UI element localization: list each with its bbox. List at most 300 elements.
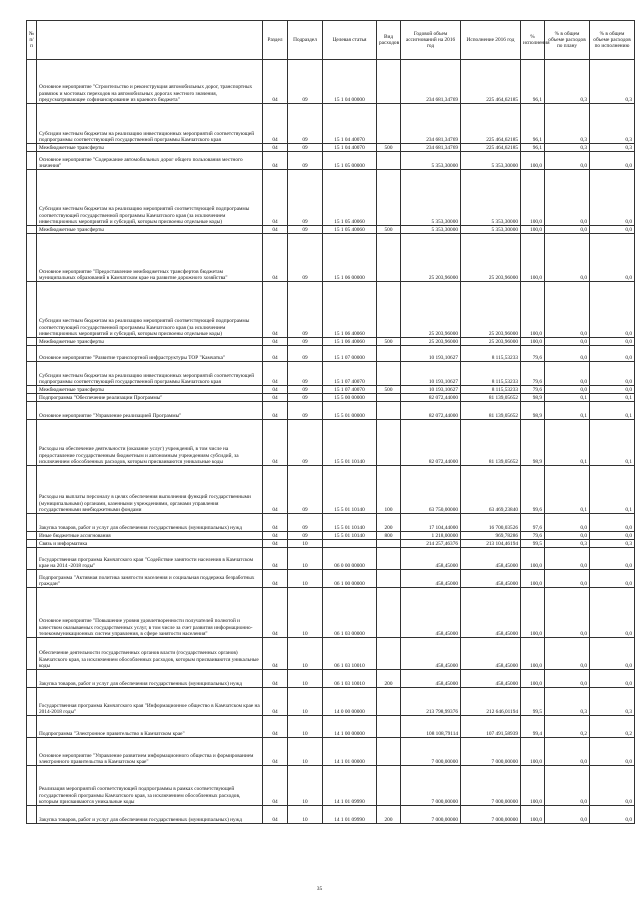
row-name-cell: Основное мероприятие "Повышение уровня удовлетворенности получателей полнотой и качеством оказываемых государственных услуг, в том числе за счет развития информационно-телекоммуникационных систем управления, в сфере занятости населения" [37, 588, 263, 638]
row-subsection-cell: 10 [288, 806, 323, 824]
row-number-cell [27, 588, 37, 638]
row-section-cell: 04 [263, 386, 288, 394]
row-target-item-cell: 15 1 05 40060 [323, 226, 377, 234]
row-expense-type-cell: 800 [377, 532, 401, 540]
row-share-plan-cell: 0,0 [545, 234, 590, 282]
row-share-plan-cell: 0,0 [545, 338, 590, 346]
row-execution-cell: 225 464,62185 [461, 60, 521, 104]
row-expense-type-cell [377, 588, 401, 638]
row-subsection-cell: 09 [288, 338, 323, 346]
row-expense-type-cell: 200 [377, 670, 401, 688]
row-percent-cell: 100,0 [521, 766, 545, 806]
row-number-cell [27, 548, 37, 570]
row-share-plan-cell: 0,1 [545, 420, 590, 466]
row-share-plan-cell: 0,1 [545, 402, 590, 420]
row-target-item-cell: 15 5 01 00000 [323, 402, 377, 420]
row-section-cell: 04 [263, 346, 288, 362]
row-share-fact-cell: 0,2 [590, 716, 635, 738]
col-header-subsection: Подраздел [288, 21, 323, 60]
row-execution-cell: 81 139,05652 [461, 394, 521, 402]
table-row [27, 346, 635, 362]
row-name-cell: Межбюджетные трансферты [37, 386, 263, 394]
table-row [27, 394, 635, 402]
row-execution-cell: 81 139,05652 [461, 420, 521, 466]
row-percent-cell: 79,6 [521, 362, 545, 386]
row-share-plan-cell: 0,3 [545, 60, 590, 104]
row-subsection-cell: 09 [288, 402, 323, 420]
row-allocation-cell: 458,45000 [401, 548, 461, 570]
row-section-cell: 04 [263, 570, 288, 588]
row-number-cell [27, 60, 37, 104]
row-percent-cell: 98,9 [521, 394, 545, 402]
row-name-cell: Межбюджетные трансферты [37, 338, 263, 346]
row-target-item-cell: 15 1 07 40070 [323, 386, 377, 394]
row-percent-cell: 96,1 [521, 104, 545, 144]
row-section-cell: 04 [263, 716, 288, 738]
row-share-fact-cell: 0,0 [590, 588, 635, 638]
row-subsection-cell: 09 [288, 170, 323, 226]
row-expense-type-cell [377, 570, 401, 588]
row-number-cell [27, 806, 37, 824]
table-row [27, 570, 635, 588]
col-header-share-fact: % в общем объеме расходов по исполнению [590, 21, 635, 60]
row-share-fact-cell: 0,0 [590, 152, 635, 170]
col-header-target-item: Целевая статья [323, 21, 377, 60]
row-section-cell: 04 [263, 234, 288, 282]
budget-execution-table [26, 20, 635, 824]
row-subsection-cell: 09 [288, 282, 323, 338]
row-name-cell: Закупка товаров, работ и услуг для обеспечения государственных (муниципальных) нужд [37, 806, 263, 824]
row-execution-cell: 458,45000 [461, 588, 521, 638]
row-share-plan-cell: 0,0 [545, 282, 590, 338]
row-share-fact-cell: 0,0 [590, 548, 635, 570]
row-subsection-cell: 10 [288, 638, 323, 670]
row-execution-cell: 81 139,05652 [461, 402, 521, 420]
row-share-fact-cell: 0,0 [590, 532, 635, 540]
row-name-cell: Связь и информатика [37, 540, 263, 548]
row-share-plan-cell: 0,3 [545, 104, 590, 144]
row-subsection-cell: 10 [288, 670, 323, 688]
row-execution-cell: 458,45000 [461, 548, 521, 570]
row-execution-cell: 5 353,30000 [461, 170, 521, 226]
row-expense-type-cell [377, 152, 401, 170]
row-share-plan-cell: 0,0 [545, 588, 590, 638]
row-percent-cell: 100,0 [521, 226, 545, 234]
row-number-cell [27, 338, 37, 346]
row-section-cell: 04 [263, 226, 288, 234]
row-target-item-cell: 06 1 03 10010 [323, 638, 377, 670]
row-allocation-cell: 5 353,30000 [401, 170, 461, 226]
table-row [27, 806, 635, 824]
row-name-cell: Закупка товаров, работ и услуг для обеспечения государственных (муниципальных) нужд [37, 514, 263, 532]
row-name-cell: Подпрограмма "Обеспечение реализации Программы" [37, 394, 263, 402]
table-row [27, 466, 635, 514]
row-subsection-cell: 10 [288, 588, 323, 638]
row-share-fact-cell: 0,0 [590, 338, 635, 346]
row-allocation-cell: 458,45000 [401, 670, 461, 688]
row-execution-cell: 212 646,01194 [461, 688, 521, 716]
row-subsection-cell: 10 [288, 716, 323, 738]
row-allocation-cell: 234 681,34769 [401, 60, 461, 104]
table-row [27, 540, 635, 548]
row-share-plan-cell: 0,3 [545, 688, 590, 716]
row-expense-type-cell [377, 738, 401, 766]
row-section-cell: 04 [263, 466, 288, 514]
table-row [27, 688, 635, 716]
row-share-plan-cell: 0,0 [545, 570, 590, 588]
row-number-cell [27, 688, 37, 716]
row-percent-cell: 100,0 [521, 234, 545, 282]
row-number-cell [27, 170, 37, 226]
row-share-plan-cell: 0,0 [545, 514, 590, 532]
row-allocation-cell: 5 353,30000 [401, 152, 461, 170]
row-expense-type-cell [377, 234, 401, 282]
row-number-cell [27, 466, 37, 514]
row-allocation-cell: 214 257,46376 [401, 540, 461, 548]
row-subsection-cell: 09 [288, 532, 323, 540]
row-name-cell: Закупка товаров, работ и услуг для обеспечения государственных (муниципальных) нужд [37, 670, 263, 688]
row-number-cell [27, 738, 37, 766]
row-execution-cell: 5 353,30000 [461, 152, 521, 170]
row-expense-type-cell [377, 766, 401, 806]
row-share-fact-cell: 0,0 [590, 170, 635, 226]
row-expense-type-cell [377, 420, 401, 466]
row-number-cell [27, 234, 37, 282]
row-execution-cell: 213 104,46194 [461, 540, 521, 548]
row-subsection-cell: 09 [288, 144, 323, 152]
row-expense-type-cell: 200 [377, 514, 401, 532]
row-share-fact-cell: 0,0 [590, 806, 635, 824]
row-subsection-cell: 09 [288, 394, 323, 402]
row-percent-cell: 100,0 [521, 282, 545, 338]
row-subsection-cell: 10 [288, 540, 323, 548]
row-target-item-cell: 15 5 01 10140 [323, 514, 377, 532]
row-share-fact-cell: 0,3 [590, 144, 635, 152]
row-subsection-cell: 09 [288, 234, 323, 282]
row-percent-cell: 100,0 [521, 548, 545, 570]
row-percent-cell: 98,9 [521, 402, 545, 420]
col-header-name [37, 21, 263, 60]
row-section-cell: 04 [263, 638, 288, 670]
row-name-cell: Основное мероприятие "Содержание автомобильных дорог общего пользования местного значения" [37, 152, 263, 170]
row-share-plan-cell: 0,1 [545, 394, 590, 402]
row-expense-type-cell [377, 346, 401, 362]
row-share-plan-cell: 0,0 [545, 170, 590, 226]
row-subsection-cell: 09 [288, 466, 323, 514]
row-percent-cell: 100,0 [521, 570, 545, 588]
row-expense-type-cell: 500 [377, 338, 401, 346]
row-share-fact-cell: 0,3 [590, 540, 635, 548]
row-target-item-cell: 15 5 00 00000 [323, 394, 377, 402]
row-share-plan-cell: 0,0 [545, 346, 590, 362]
row-target-item-cell: 06 1 00 00000 [323, 570, 377, 588]
row-allocation-cell: 82 072,44000 [401, 402, 461, 420]
row-number-cell [27, 638, 37, 670]
row-execution-cell: 969,78286 [461, 532, 521, 540]
row-allocation-cell: 5 353,30000 [401, 226, 461, 234]
table-row [27, 766, 635, 806]
row-expense-type-cell: 500 [377, 144, 401, 152]
row-number-cell [27, 226, 37, 234]
row-name-cell: Расходы на выплаты персоналу в целях обеспечения выполнения функций государственными (муниципальными) органами, казенными учреждениями, органами управления государственными внебюджетными фондами [37, 466, 263, 514]
row-share-plan-cell: 0,1 [545, 466, 590, 514]
row-allocation-cell: 213 798,99376 [401, 688, 461, 716]
col-header-annual-allocation: Годовой объем ассигнований на 2016 год [401, 21, 461, 60]
row-number-cell [27, 514, 37, 532]
row-expense-type-cell [377, 638, 401, 670]
row-allocation-cell: 7 000,00000 [401, 806, 461, 824]
row-percent-cell: 79,6 [521, 346, 545, 362]
row-execution-cell: 63 469,23840 [461, 466, 521, 514]
row-name-cell: Субсидии местным бюджетам на реализацию мероприятий соответствующей подпрограммы соответствующей государственной программы Камчатского края (за исключением инвестиционных мероприятий и субсидий, которым присвоены отдельные коды) [37, 282, 263, 338]
row-percent-cell: 100,0 [521, 338, 545, 346]
row-target-item-cell: 15 1 04 00000 [323, 60, 377, 104]
row-allocation-cell: 458,45000 [401, 570, 461, 588]
table-row [27, 282, 635, 338]
row-expense-type-cell [377, 402, 401, 420]
row-share-fact-cell: 0,0 [590, 766, 635, 806]
row-name-cell: Расходы на обеспечение деятельности (оказание услуг) учреждений, в том числе на предоставление государственным бюджетным и автономным учреждениям субсидий, за исключением обособленных расходов, которым присваиваются уникальные коды [37, 420, 263, 466]
table-row [27, 144, 635, 152]
col-header-execution: Исполнение 2016 год [461, 21, 521, 60]
row-section-cell: 04 [263, 104, 288, 144]
row-subsection-cell: 09 [288, 104, 323, 144]
row-number-cell [27, 346, 37, 362]
row-share-fact-cell: 0,1 [590, 402, 635, 420]
row-allocation-cell: 63 750,00000 [401, 466, 461, 514]
row-subsection-cell: 09 [288, 514, 323, 532]
row-share-fact-cell: 0,0 [590, 386, 635, 394]
table-row [27, 638, 635, 670]
row-target-item-cell: 14 1 01 09990 [323, 806, 377, 824]
row-number-cell [27, 670, 37, 688]
row-share-fact-cell: 0,0 [590, 282, 635, 338]
row-share-fact-cell: 0,1 [590, 420, 635, 466]
row-share-plan-cell: 0,0 [545, 806, 590, 824]
row-percent-cell: 99,4 [521, 716, 545, 738]
row-allocation-cell: 7 000,00000 [401, 738, 461, 766]
col-header-number: № п/п [27, 21, 37, 60]
row-allocation-cell: 25 203,96000 [401, 282, 461, 338]
row-subsection-cell: 10 [288, 688, 323, 716]
row-share-plan-cell: 0,0 [545, 386, 590, 394]
row-number-cell [27, 152, 37, 170]
row-target-item-cell: 15 5 01 10140 [323, 420, 377, 466]
row-share-fact-cell: 0,0 [590, 670, 635, 688]
row-target-item-cell: 15 1 06 40060 [323, 338, 377, 346]
table-header-row [27, 21, 635, 60]
row-target-item-cell [323, 540, 377, 548]
row-section-cell: 04 [263, 514, 288, 532]
row-subsection-cell: 09 [288, 60, 323, 104]
row-section-cell: 04 [263, 548, 288, 570]
row-name-cell: Подпрограмма "Активная политика занятости населения и социальная поддержка безработных граждан" [37, 570, 263, 588]
row-execution-cell: 8 115,53233 [461, 362, 521, 386]
row-number-cell [27, 282, 37, 338]
col-header-execution-percent: % исполнения [521, 21, 545, 60]
row-name-cell: Иные бюджетные ассигнования [37, 532, 263, 540]
table-row [27, 60, 635, 104]
row-number-cell [27, 104, 37, 144]
row-percent-cell: 96,1 [521, 60, 545, 104]
row-expense-type-cell [377, 282, 401, 338]
row-number-cell [27, 402, 37, 420]
row-section-cell: 04 [263, 806, 288, 824]
row-target-item-cell: 14 1 01 09990 [323, 766, 377, 806]
row-section-cell: 04 [263, 170, 288, 226]
row-execution-cell: 7 000,00000 [461, 738, 521, 766]
row-execution-cell: 225 464,62185 [461, 144, 521, 152]
row-target-item-cell: 06 1 03 10010 [323, 670, 377, 688]
row-percent-cell: 97,6 [521, 514, 545, 532]
row-target-item-cell: 15 1 04 40070 [323, 144, 377, 152]
row-allocation-cell: 234 681,34769 [401, 144, 461, 152]
row-execution-cell: 25 203,96000 [461, 338, 521, 346]
row-subsection-cell: 09 [288, 362, 323, 386]
row-section-cell: 04 [263, 738, 288, 766]
row-subsection-cell: 09 [288, 420, 323, 466]
row-execution-cell: 458,45000 [461, 638, 521, 670]
row-percent-cell: 79,6 [521, 386, 545, 394]
row-expense-type-cell: 100 [377, 466, 401, 514]
row-section-cell: 04 [263, 420, 288, 466]
row-target-item-cell: 14 0 00 00000 [323, 688, 377, 716]
row-execution-cell: 458,45000 [461, 570, 521, 588]
row-expense-type-cell [377, 60, 401, 104]
page-number: 35 [316, 886, 323, 892]
row-share-fact-cell: 0,0 [590, 346, 635, 362]
row-execution-cell: 16 700,03526 [461, 514, 521, 532]
row-expense-type-cell: 500 [377, 386, 401, 394]
row-section-cell: 04 [263, 540, 288, 548]
row-expense-type-cell: 200 [377, 806, 401, 824]
row-allocation-cell: 458,45000 [401, 638, 461, 670]
table-row [27, 402, 635, 420]
row-percent-cell: 100,0 [521, 738, 545, 766]
table-row [27, 234, 635, 282]
row-allocation-cell: 82 072,44000 [401, 394, 461, 402]
row-expense-type-cell [377, 716, 401, 738]
row-share-plan-cell: 0,0 [545, 638, 590, 670]
row-target-item-cell: 15 1 04 40070 [323, 104, 377, 144]
row-subsection-cell: 10 [288, 570, 323, 588]
row-allocation-cell: 10 193,10627 [401, 346, 461, 362]
row-number-cell [27, 532, 37, 540]
row-share-plan-cell: 0,0 [545, 766, 590, 806]
table-row [27, 588, 635, 638]
table-row [27, 152, 635, 170]
row-percent-cell: 100,0 [521, 638, 545, 670]
row-percent-cell: 100,0 [521, 152, 545, 170]
table-row [27, 716, 635, 738]
row-name-cell: Межбюджетные трансферты [37, 144, 263, 152]
row-execution-cell: 8 115,53233 [461, 386, 521, 394]
row-name-cell: Межбюджетные трансферты [37, 226, 263, 234]
row-number-cell [27, 570, 37, 588]
row-allocation-cell: 17 104,44000 [401, 514, 461, 532]
row-name-cell: Подпрограмма "Электронное правительство в Камчатском крае" [37, 716, 263, 738]
row-section-cell: 04 [263, 402, 288, 420]
row-share-fact-cell: 0,3 [590, 60, 635, 104]
row-target-item-cell: 15 1 07 40070 [323, 362, 377, 386]
col-header-share-plan: % в общем объеме расходов по плану [545, 21, 590, 60]
row-percent-cell: 100,0 [521, 170, 545, 226]
table-row [27, 738, 635, 766]
row-section-cell: 04 [263, 60, 288, 104]
row-target-item-cell: 15 1 05 00000 [323, 152, 377, 170]
row-target-item-cell: 15 1 07 00000 [323, 346, 377, 362]
row-number-cell [27, 540, 37, 548]
row-section-cell: 04 [263, 532, 288, 540]
row-number-cell [27, 362, 37, 386]
row-target-item-cell: 15 1 05 40060 [323, 170, 377, 226]
row-expense-type-cell [377, 170, 401, 226]
row-share-plan-cell: 0,0 [545, 152, 590, 170]
row-share-fact-cell: 0,0 [590, 638, 635, 670]
row-section-cell: 04 [263, 394, 288, 402]
row-share-plan-cell: 0,0 [545, 226, 590, 234]
row-subsection-cell: 09 [288, 226, 323, 234]
row-execution-cell: 8 115,53233 [461, 346, 521, 362]
row-share-plan-cell: 0,2 [545, 716, 590, 738]
row-percent-cell: 99,5 [521, 540, 545, 548]
table-row [27, 420, 635, 466]
row-allocation-cell: 108 108,79114 [401, 716, 461, 738]
col-header-section: Раздел [263, 21, 288, 60]
row-allocation-cell: 7 000,00000 [401, 766, 461, 806]
row-section-cell: 04 [263, 362, 288, 386]
row-allocation-cell: 458,45000 [401, 588, 461, 638]
table-row [27, 548, 635, 570]
row-section-cell: 04 [263, 338, 288, 346]
row-expense-type-cell [377, 540, 401, 548]
row-section-cell: 04 [263, 766, 288, 806]
row-execution-cell: 225 464,62185 [461, 104, 521, 144]
row-target-item-cell: 14 1 01 00000 [323, 738, 377, 766]
row-section-cell: 04 [263, 152, 288, 170]
table-body [27, 60, 635, 824]
row-number-cell [27, 386, 37, 394]
row-execution-cell: 458,45000 [461, 670, 521, 688]
row-section-cell: 04 [263, 670, 288, 688]
row-name-cell: Основное мероприятие "Управление реализацией Программы" [37, 402, 263, 420]
row-allocation-cell: 25 203,96000 [401, 338, 461, 346]
row-name-cell: Основное мероприятие "Управление развитием информационного общества и формированием электронного правительства в Камчатском крае" [37, 738, 263, 766]
row-name-cell: Основное мероприятие "Строительство и реконструкция автомобильных дорог, транспортных развязок и мостовых переходов на автомобильных дорогах местного значения, предусматривающее софинансирование из краевого бюджета" [37, 60, 263, 104]
row-share-fact-cell: 0,0 [590, 234, 635, 282]
table-row [27, 362, 635, 386]
table-row [27, 514, 635, 532]
row-section-cell: 04 [263, 144, 288, 152]
row-section-cell: 04 [263, 282, 288, 338]
row-expense-type-cell [377, 548, 401, 570]
row-expense-type-cell [377, 394, 401, 402]
table-row [27, 386, 635, 394]
row-percent-cell: 100,0 [521, 588, 545, 638]
row-share-fact-cell: 0,3 [590, 688, 635, 716]
row-execution-cell: 25 203,96000 [461, 282, 521, 338]
row-number-cell [27, 144, 37, 152]
row-share-plan-cell: 0,0 [545, 548, 590, 570]
row-allocation-cell: 10 193,10627 [401, 362, 461, 386]
row-target-item-cell: 06 0 00 00000 [323, 548, 377, 570]
row-percent-cell: 96,1 [521, 144, 545, 152]
row-execution-cell: 25 203,96000 [461, 234, 521, 282]
row-section-cell: 04 [263, 588, 288, 638]
row-expense-type-cell [377, 688, 401, 716]
row-share-plan-cell: 0,0 [545, 532, 590, 540]
row-number-cell [27, 716, 37, 738]
